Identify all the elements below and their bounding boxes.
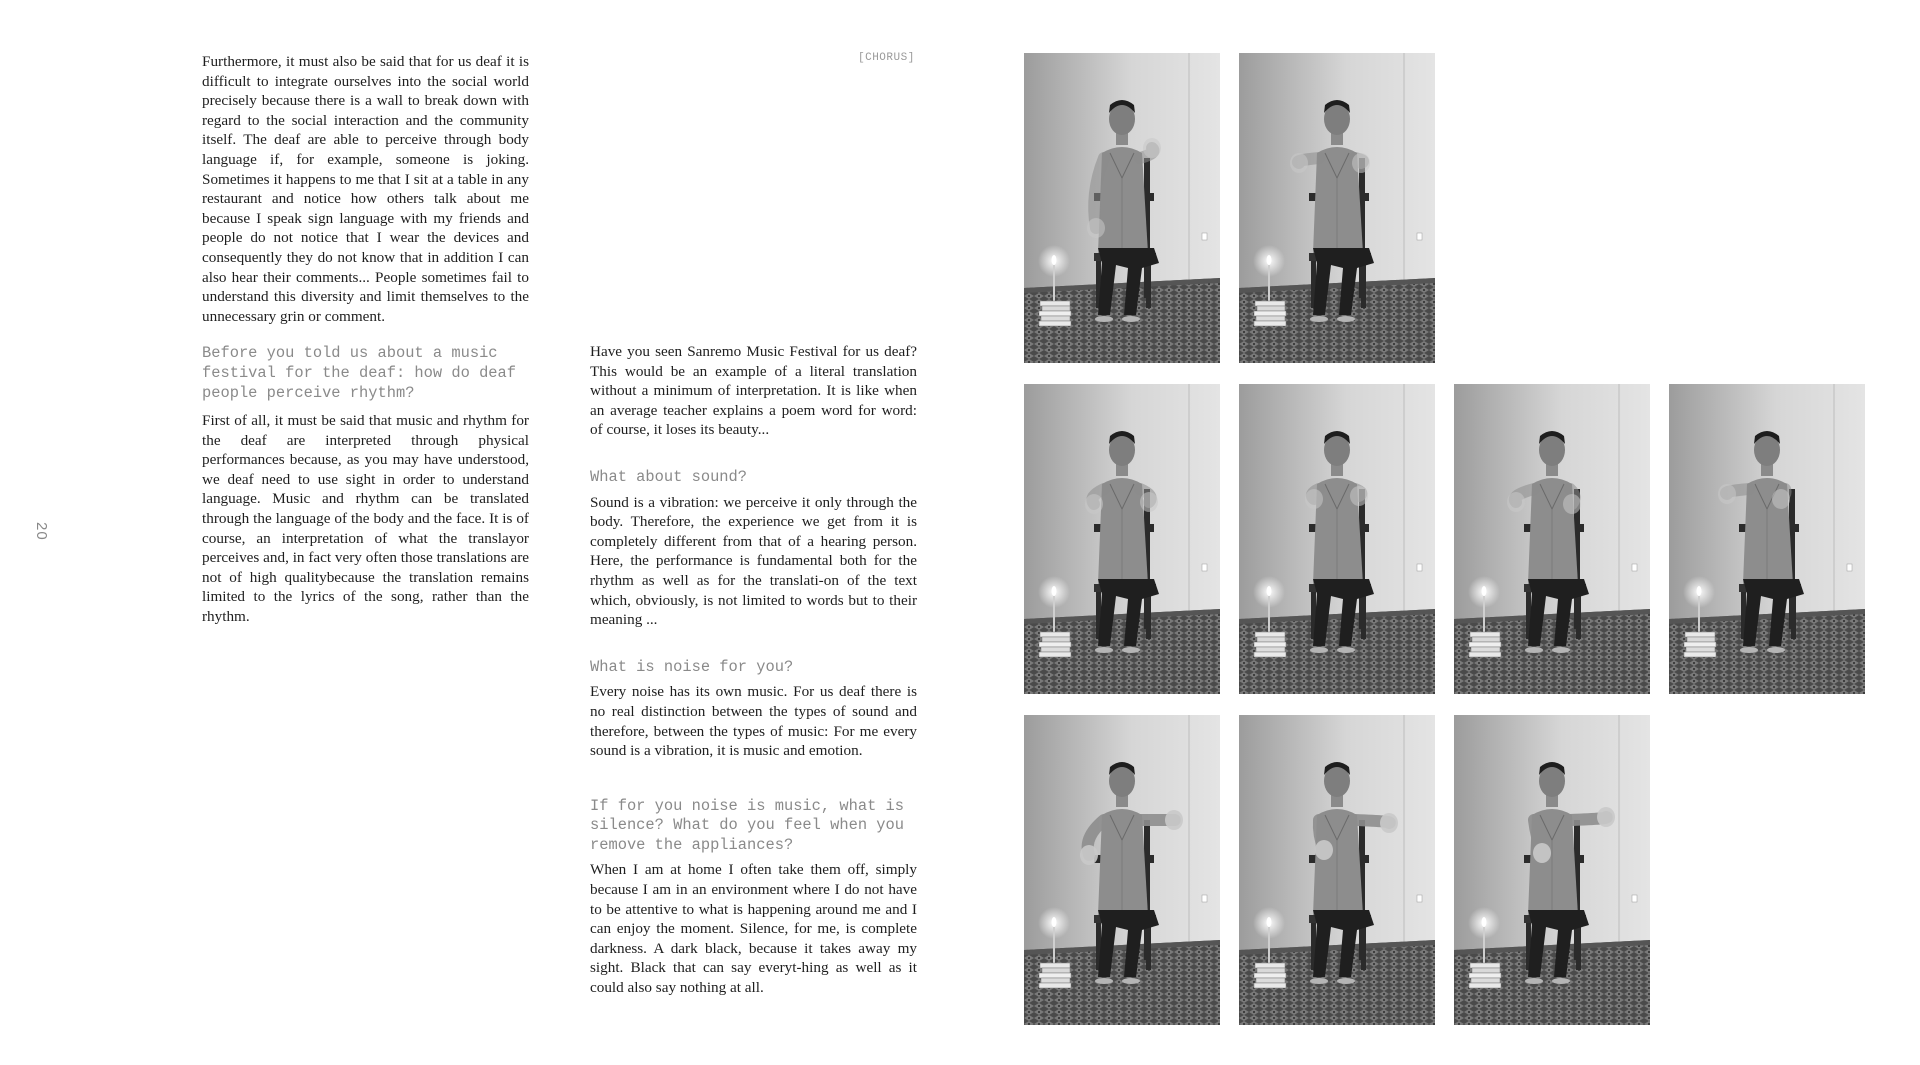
middle-intro-paragraph: Have you seen Sanremo Music Festival for us deaf? This would be an example of a literal translation without a minimum of interpretation. It is like when an average teacher explains a poem word for word: of course, it loses its beauty... [590, 343, 917, 439]
photo-7 [1024, 715, 1220, 1025]
photo-scene [1239, 384, 1435, 694]
photo-3 [1024, 384, 1220, 694]
photo-scene [1024, 715, 1220, 1025]
photo-scene [1239, 53, 1435, 363]
left-text-column [202, 52, 529, 627]
photo-sequence-grid [1024, 53, 1862, 1023]
answer-noise: Every noise has its own music. For us deaf there is no real distinction between the types of sound and therefore, between the types of music: For me every sound is a vibration, it is music and emotion. [590, 683, 917, 760]
photo-8 [1239, 715, 1435, 1025]
middle-text-column [590, 52, 917, 998]
photo-6 [1669, 384, 1865, 694]
question-noise: What is noise for you? [590, 657, 794, 676]
photo-2 [1239, 53, 1435, 363]
photo-scene [1024, 53, 1220, 363]
answer-sound: Sound is a vibration: we perceive it only through the body. Therefore, the experience we get from it is completely different from that of a hearing person. Here, the performance is fundamental both for the rhythm as well as for the translati-on of the text which, obviously, is not limited to words but to their meaning ... [590, 493, 917, 629]
answer-silence: When I am at home I often take them off, simply because I am in an environment where I do not have to be attentive to what is happening around me and I can enjoy the moment. Silence, for me, is complete darkness. A dark black, because it takes away my sight. Black that can say everyt-hing as well as it could also say nothing at all. [590, 861, 917, 997]
page-number: 20 [33, 522, 50, 541]
photo-scene [1454, 715, 1650, 1025]
photo-scene [1239, 715, 1435, 1025]
photo-9 [1454, 715, 1650, 1025]
photo-scene [1024, 384, 1220, 694]
photo-1 [1024, 53, 1220, 363]
chorus-label: [CHORUS] [858, 52, 915, 64]
photo-scene [1669, 384, 1865, 694]
answer-rhythm: First of all, it must be said that music and rhythm for the deaf are interpreted through physical performances because, as you may have understood, we deaf need to use sight in order to understand language. Music and rhythm can be translated through the language of the body and the face. It is of course, an interpretation of what the translayor perceives and, in fact very often those translations are not of high qualitybecause the translation remains limited to the lyrics of the song, rather than the rhythm. [202, 412, 529, 626]
photo-5 [1454, 384, 1650, 694]
photo-4 [1239, 384, 1435, 694]
left-intro-paragraph: Furthermore, it must also be said that for us deaf it is difficult to integrate ourselves into the social world precisely because there is a wall to break down with regard to the social interaction and the community itself. The deaf are able to perceive through body language if, for example, someone is joking. Sometimes it happens to me that I sit at a table in any restaurant and notice how others talk about me because I speak sign language with my friends and people do not notice that I wear the devices and consequently they do not know that in addition I can also hear their comments... People sometimes fail to understand this diversity and limit themselves to the unnecessary grin or comment. [202, 53, 529, 325]
question-silence: If for you noise is music, what is silence? What do you feel when you remove the appliances? [590, 796, 905, 854]
photo-scene [1454, 384, 1650, 694]
question-rhythm: Before you told us about a music festival for the deaf: how do deaf people perceive rhythm? [202, 344, 517, 402]
question-sound: What about sound? [590, 467, 748, 486]
